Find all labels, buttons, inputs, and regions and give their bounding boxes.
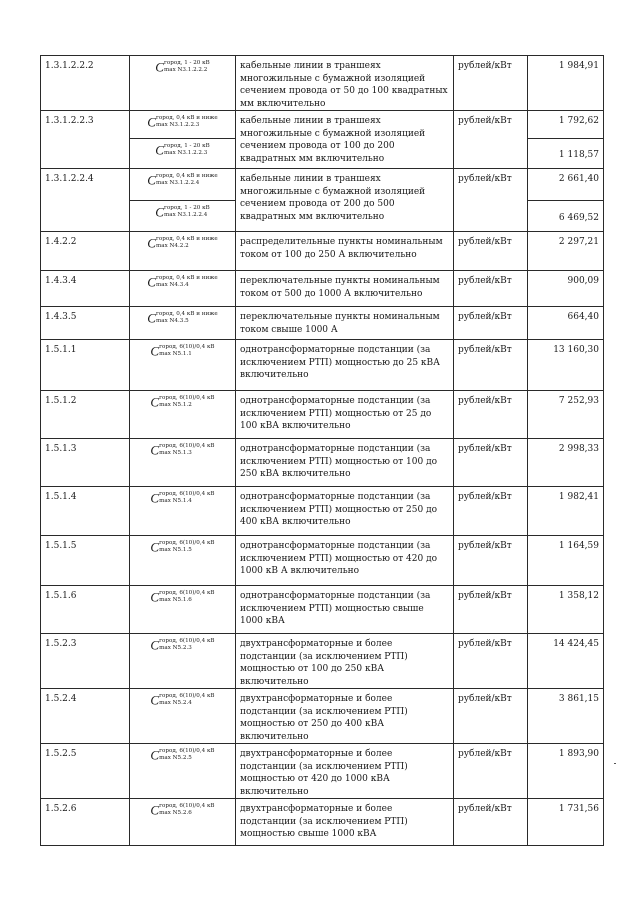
item-value: 13 160,30: [528, 340, 604, 391]
scan-speck: [614, 763, 616, 764]
formula-superscript: город, 6(10)/0,4 кВ: [159, 803, 215, 809]
item-value: 6 469,52: [528, 201, 604, 232]
formula-cell: [130, 139, 236, 169]
item-unit: рублей/кВт: [454, 232, 528, 271]
table-row: [41, 689, 604, 744]
formula-cell: [130, 201, 236, 232]
formula-superscript: город, 0,4 кВ и ниже: [155, 275, 218, 281]
table-row: [41, 391, 604, 439]
formula-superscript: город, 0,4 кВ и ниже: [155, 173, 218, 179]
formula-cell: [130, 56, 236, 111]
item-unit: рублей/кВт: [454, 271, 528, 307]
formula-symbol: C: [150, 692, 160, 708]
formula-superscript: город, 6(10)/0,4 кВ: [159, 443, 215, 449]
item-value: 14 424,45: [528, 634, 604, 689]
item-code: 1.5.2.3: [41, 634, 130, 689]
rates-table: [40, 55, 604, 846]
formula-superscript: город, 6(10)/0,4 кВ: [159, 590, 215, 596]
item-value: 1 118,57: [528, 139, 604, 169]
formula-cell: [130, 391, 236, 439]
item-value: 1 164,59: [528, 536, 604, 586]
formula-superscript: город, 6(10)/0,4 кВ: [159, 344, 215, 350]
item-value: 2 998,33: [528, 439, 604, 487]
item-description: однотрансформаторные подстанции (за исключением РТП) мощностью до 25 кВА включительно: [236, 340, 454, 391]
item-code: 1.5.2.5: [41, 744, 130, 799]
table-row: [41, 799, 604, 846]
item-description: переключательные пункты номинальным током свыше 1000 А: [236, 307, 454, 340]
item-description: кабельные линии в траншеях многожильные с бумажной изоляцией сечением провода от 100 до 200 квадратных мм включительно: [236, 111, 454, 169]
item-code: 1.3.1.2.2.2: [41, 56, 130, 111]
formula-subscript: max N5.1.2: [159, 402, 192, 408]
item-code: 1.4.3.5: [41, 307, 130, 340]
formula-cell: [130, 487, 236, 536]
formula-superscript: город, 0,4 кВ и ниже: [155, 236, 218, 242]
formula-symbol: C: [147, 310, 156, 326]
formula-cell: [130, 634, 236, 689]
formula-superscript: город, 0,4 кВ и ниже: [155, 311, 218, 317]
item-description: однотрансформаторные подстанции (за исключением РТП) мощностью от 420 до 1000 кВ А включительно: [236, 536, 454, 586]
item-unit: рублей/кВт: [454, 439, 528, 487]
table-row: [41, 111, 604, 139]
item-value: 664,40: [528, 307, 604, 340]
formula-symbol: C: [155, 204, 164, 220]
item-unit: рублей/кВт: [454, 487, 528, 536]
item-code: 1.5.2.6: [41, 799, 130, 846]
formula-subscript: max N5.2.4: [159, 700, 192, 706]
item-code: 1.5.1.3: [41, 439, 130, 487]
formula-cell: [130, 307, 236, 340]
formula-cell: [130, 799, 236, 846]
item-description: двухтрансформаторные и более подстанции (за исключением РТП) мощностью от 250 до 400 кВА включительно: [236, 689, 454, 744]
formula-symbol: C: [147, 172, 156, 188]
formula-symbol: C: [150, 747, 160, 763]
formula-subscript: max N5.2.5: [159, 755, 192, 761]
formula-symbol: C: [155, 142, 164, 158]
table-row: [41, 56, 604, 111]
formula-subscript: max N5.2.3: [159, 645, 192, 651]
formula-subscript: max N3.1.2.2.3: [155, 122, 200, 128]
item-unit: рублей/кВт: [454, 56, 528, 111]
item-value: 1 893,90: [528, 744, 604, 799]
item-description: однотрансформаторные подстанции (за исключением РТП) мощностью от 250 до 400 кВА включительно: [236, 487, 454, 536]
formula-superscript: город, 6(10)/0,4 кВ: [159, 395, 215, 401]
item-value: 2 297,21: [528, 232, 604, 271]
formula-superscript: город, 0,4 кВ и ниже: [155, 115, 218, 121]
item-code: 1.4.2.2: [41, 232, 130, 271]
item-value: 1 358,12: [528, 586, 604, 634]
item-unit: рублей/кВт: [454, 111, 528, 169]
formula-superscript: город, 6(10)/0,4 кВ: [159, 693, 215, 699]
item-value: 1 982,41: [528, 487, 604, 536]
formula-subscript: max N4.3.5: [155, 318, 189, 324]
table-row: [41, 536, 604, 586]
formula-symbol: C: [150, 343, 160, 359]
formula-superscript: город, 6(10)/0,4 кВ: [159, 540, 215, 546]
formula-subscript: max N3.1.2.2.4: [155, 180, 200, 186]
formula-symbol: C: [150, 394, 160, 410]
item-code: 1.5.1.5: [41, 536, 130, 586]
formula-symbol: C: [147, 235, 156, 251]
formula-superscript: город, 6(10)/0,4 кВ: [159, 491, 215, 497]
item-code: 1.3.1.2.2.4: [41, 169, 130, 232]
item-unit: рублей/кВт: [454, 744, 528, 799]
item-code: 1.3.1.2.2.3: [41, 111, 130, 169]
formula-cell: [130, 169, 236, 201]
item-unit: рублей/кВт: [454, 391, 528, 439]
table-row: [41, 439, 604, 487]
formula-superscript: город, 1 - 20 кВ: [163, 60, 210, 66]
formula-symbol: C: [155, 59, 164, 75]
formula-subscript: max N5.2.6: [159, 810, 192, 816]
formula-cell: [130, 271, 236, 307]
item-code: 1.5.1.1: [41, 340, 130, 391]
formula-subscript: max N5.1.4: [159, 498, 192, 504]
item-code: 1.5.1.4: [41, 487, 130, 536]
item-unit: рублей/кВт: [454, 169, 528, 232]
item-code: 1.4.3.4: [41, 271, 130, 307]
formula-subscript: max N5.1.3: [159, 450, 192, 456]
formula-superscript: город, 6(10)/0,4 кВ: [159, 638, 215, 644]
table-row: [41, 232, 604, 271]
formula-subscript: max N4.3.4: [155, 282, 189, 288]
table-row: [41, 586, 604, 634]
item-unit: рублей/кВт: [454, 536, 528, 586]
formula-symbol: C: [150, 490, 160, 506]
item-code: 1.5.2.4: [41, 689, 130, 744]
table-row: [41, 271, 604, 307]
item-description: однотрансформаторные подстанции (за исключением РТП) мощностью свыше 1000 кВА: [236, 586, 454, 634]
formula-cell: [130, 536, 236, 586]
formula-subscript: max N5.1.5: [159, 547, 192, 553]
item-description: однотрансформаторные подстанции (за исключением РТП) мощностью от 100 до 250 кВА включительно: [236, 439, 454, 487]
item-code: 1.5.1.2: [41, 391, 130, 439]
item-value: 7 252,93: [528, 391, 604, 439]
formula-subscript: max N3.1.2.2.2: [163, 67, 208, 73]
table-row: [41, 340, 604, 391]
formula-subscript: max N3.1.2.2.4: [163, 212, 208, 218]
formula-cell: [130, 689, 236, 744]
formula-symbol: C: [150, 637, 160, 653]
formula-cell: [130, 340, 236, 391]
item-code: 1.5.1.6: [41, 586, 130, 634]
table-row: [41, 634, 604, 689]
item-unit: рублей/кВт: [454, 340, 528, 391]
formula-subscript: max N3.1.2.2.3: [163, 150, 208, 156]
item-description: однотрансформаторные подстанции (за исключением РТП) мощностью от 25 до 100 кВА включительно: [236, 391, 454, 439]
item-description: двухтрансформаторные и более подстанции (за исключением РТП) мощностью от 100 до 250 кВА включительно: [236, 634, 454, 689]
item-value: 1 731,56: [528, 799, 604, 846]
item-description: переключательные пункты номинальным током от 500 до 1000 А включительно: [236, 271, 454, 307]
item-unit: рублей/кВт: [454, 586, 528, 634]
formula-cell: [130, 586, 236, 634]
table-row: [41, 169, 604, 201]
formula-symbol: C: [150, 589, 160, 605]
table-row: [41, 307, 604, 340]
formula-symbol: C: [150, 442, 160, 458]
formula-cell: [130, 744, 236, 799]
item-unit: рублей/кВт: [454, 689, 528, 744]
formula-cell: [130, 439, 236, 487]
formula-symbol: C: [150, 802, 160, 818]
formula-subscript: max N5.1.1: [159, 351, 192, 357]
formula-symbol: C: [147, 274, 156, 290]
formula-superscript: город, 1 - 20 кВ: [163, 143, 210, 149]
item-value: 1 792,62: [528, 111, 604, 139]
formula-subscript: max N5.1.6: [159, 597, 192, 603]
formula-superscript: город, 6(10)/0,4 кВ: [159, 748, 215, 754]
item-value: 1 984,91: [528, 56, 604, 111]
formula-subscript: max N4.2.2: [155, 243, 189, 249]
item-description: кабельные линии в траншеях многожильные с бумажной изоляцией сечением провода от 50 до 100 квадратных мм включительно: [236, 56, 454, 111]
item-unit: рублей/кВт: [454, 799, 528, 846]
item-description: распределительные пункты номинальным током от 100 до 250 А включительно: [236, 232, 454, 271]
item-value: 900,09: [528, 271, 604, 307]
item-value: 2 661,40: [528, 169, 604, 201]
formula-cell: [130, 111, 236, 139]
table-row: [41, 744, 604, 799]
formula-symbol: C: [150, 539, 160, 555]
item-description: двухтрансформаторные и более подстанции (за исключением РТП) мощностью от 420 до 1000 кВА включительно: [236, 744, 454, 799]
formula-cell: [130, 232, 236, 271]
item-description: кабельные линии в траншеях многожильные с бумажной изоляцией сечением провода от 200 до 500 квадратных мм включительно: [236, 169, 454, 232]
item-description: двухтрансформаторные и более подстанции (за исключением РТП) мощностью свыше 1000 кВА: [236, 799, 454, 846]
formula-symbol: C: [147, 114, 156, 130]
formula-superscript: город, 1 - 20 кВ: [163, 205, 210, 211]
item-value: 3 861,15: [528, 689, 604, 744]
table-row: [41, 487, 604, 536]
item-unit: рублей/кВт: [454, 307, 528, 340]
item-unit: рублей/кВт: [454, 634, 528, 689]
